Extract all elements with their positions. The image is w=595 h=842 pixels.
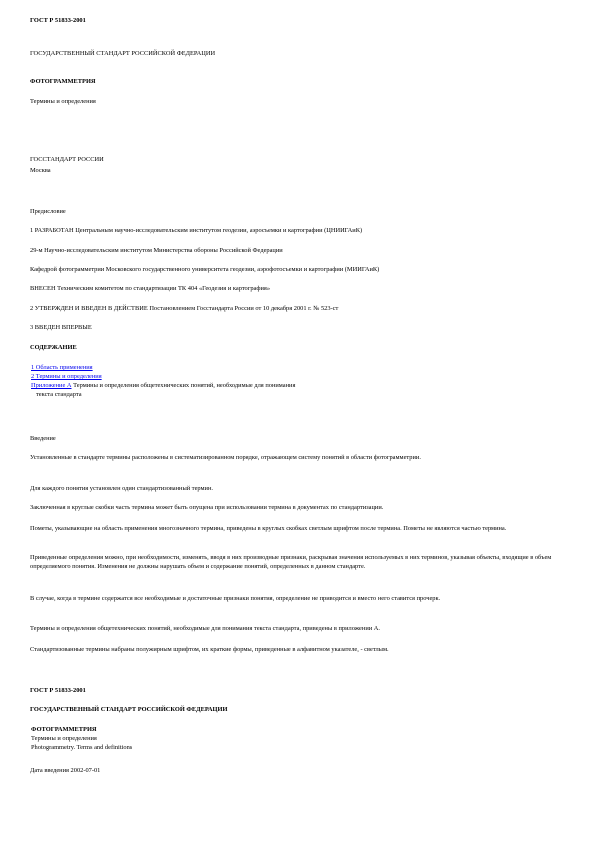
preface-paragraph: Кафедрой фотограмметрии Московского государственного университета геодезии, аэрофотосъемки и картографии (МИИГАиК): [30, 266, 380, 273]
intro-paragraph: Установленные в стандарте термины расположены в систематизированном порядке, отражающем систему понятий в области фотограмметрии.: [30, 454, 421, 461]
preface-paragraph: 3 ВВЕДЕН ВПЕРВЫЕ: [30, 324, 92, 331]
preface-paragraph: 2 УТВЕРЖДЕН И ВВЕДЕН В ДЕЙСТВИЕ Постановлением Госстандарта России от 10 декабря 2001 г. № 523-ст: [30, 305, 339, 312]
introduction-date: Дата введения 2002-07-01: [30, 767, 101, 774]
toc-link-scope[interactable]: 1 Область применения: [31, 364, 93, 371]
intro-paragraph: Стандартизованные термины набраны полужирным шрифтом, их краткие формы, приведенные в алфавитном указателе, - светлым.: [30, 646, 389, 653]
subject-title: ФОТОГРАММЕТРИЯ: [30, 78, 96, 85]
standard-title-repeat: ГОСУДАРСТВЕННЫЙ СТАНДАРТ РОССИЙСКОЙ ФЕДЕРАЦИИ: [30, 706, 228, 713]
toc-link-terms[interactable]: 2 Термины и определения: [31, 373, 102, 380]
organization-name: ГОССТАНДАРТ РОССИИ: [30, 156, 104, 163]
preface-heading: Предисловие: [30, 208, 66, 215]
preface-paragraph: ВНЕСЕН Техническим комитетом по стандартизации ТК 404 «Геодезия и картография»: [30, 285, 271, 292]
toc-item-text: Термины и определения общетехнических понятий, необходимые для понимания: [71, 382, 296, 389]
contents-heading: СОДЕРЖАНИЕ: [30, 344, 77, 351]
toc-item-text: текста стандарта: [36, 391, 82, 398]
intro-paragraph: Пометы, указывающие на область применения многозначного термина, приведены в круглых скобках светлым шрифтом после термина. Пометы не являются частью термина.: [30, 525, 507, 532]
preface-paragraph: 29-м Научно-исследовательским институтом Министерства обороны Российской Федерации: [30, 247, 283, 254]
subject-subtitle-english: Photogrammetry. Terms and definitions: [31, 744, 133, 751]
intro-paragraph: Термины и определения общетехнических понятий, необходимые для понимания текста стандарта, приведены в приложении А.: [30, 625, 380, 632]
intro-heading: Введение: [30, 435, 56, 442]
subject-subtitle: Термины и определения: [30, 98, 96, 105]
subject-title-repeat: ФОТОГРАММЕТРИЯ: [31, 726, 97, 733]
toc-item: [31, 364, 93, 372]
document-code: ГОСТ Р 51833-2001: [30, 17, 86, 24]
toc-item: [31, 373, 102, 381]
preface-paragraph: 1 РАЗРАБОТАН Центральным научно-исследовательским институтом геодезии, аэросъемки и картографии (ЦНИИГАиК): [30, 227, 363, 234]
intro-paragraph: Заключенная в круглые скобки часть термина может быть опущена при использовании термина в документах по стандартизации.: [30, 504, 384, 511]
document-code-repeat: ГОСТ Р 51833-2001: [30, 687, 86, 694]
city-name: Москва: [30, 167, 51, 174]
intro-paragraph: Для каждого понятия установлен один стандартизованный термин.: [30, 485, 213, 492]
toc-link-appendix-a[interactable]: Приложение А: [31, 382, 72, 389]
subject-subtitle-repeat: Термины и определения: [31, 735, 97, 742]
toc-item: [31, 382, 571, 390]
intro-paragraph: Приведенные определения можно, при необходимости, изменять, вводя в них производные признаки, раскрывая значения используемых в них терминов, указывая объекты, входящие в объем определяемого понятия. Изменения не должны нарушать объем и содержание понятий, определенных в данном стандарте.: [30, 554, 552, 570]
intro-paragraph: В случае, когда в термине содержатся все необходимые и достаточные признаки понятия, определение не приводится и вместо него ставится прочерк.: [30, 595, 441, 602]
standard-title: ГОСУДАРСТВЕННЫЙ СТАНДАРТ РОССИЙСКОЙ ФЕДЕРАЦИИ: [30, 50, 216, 57]
